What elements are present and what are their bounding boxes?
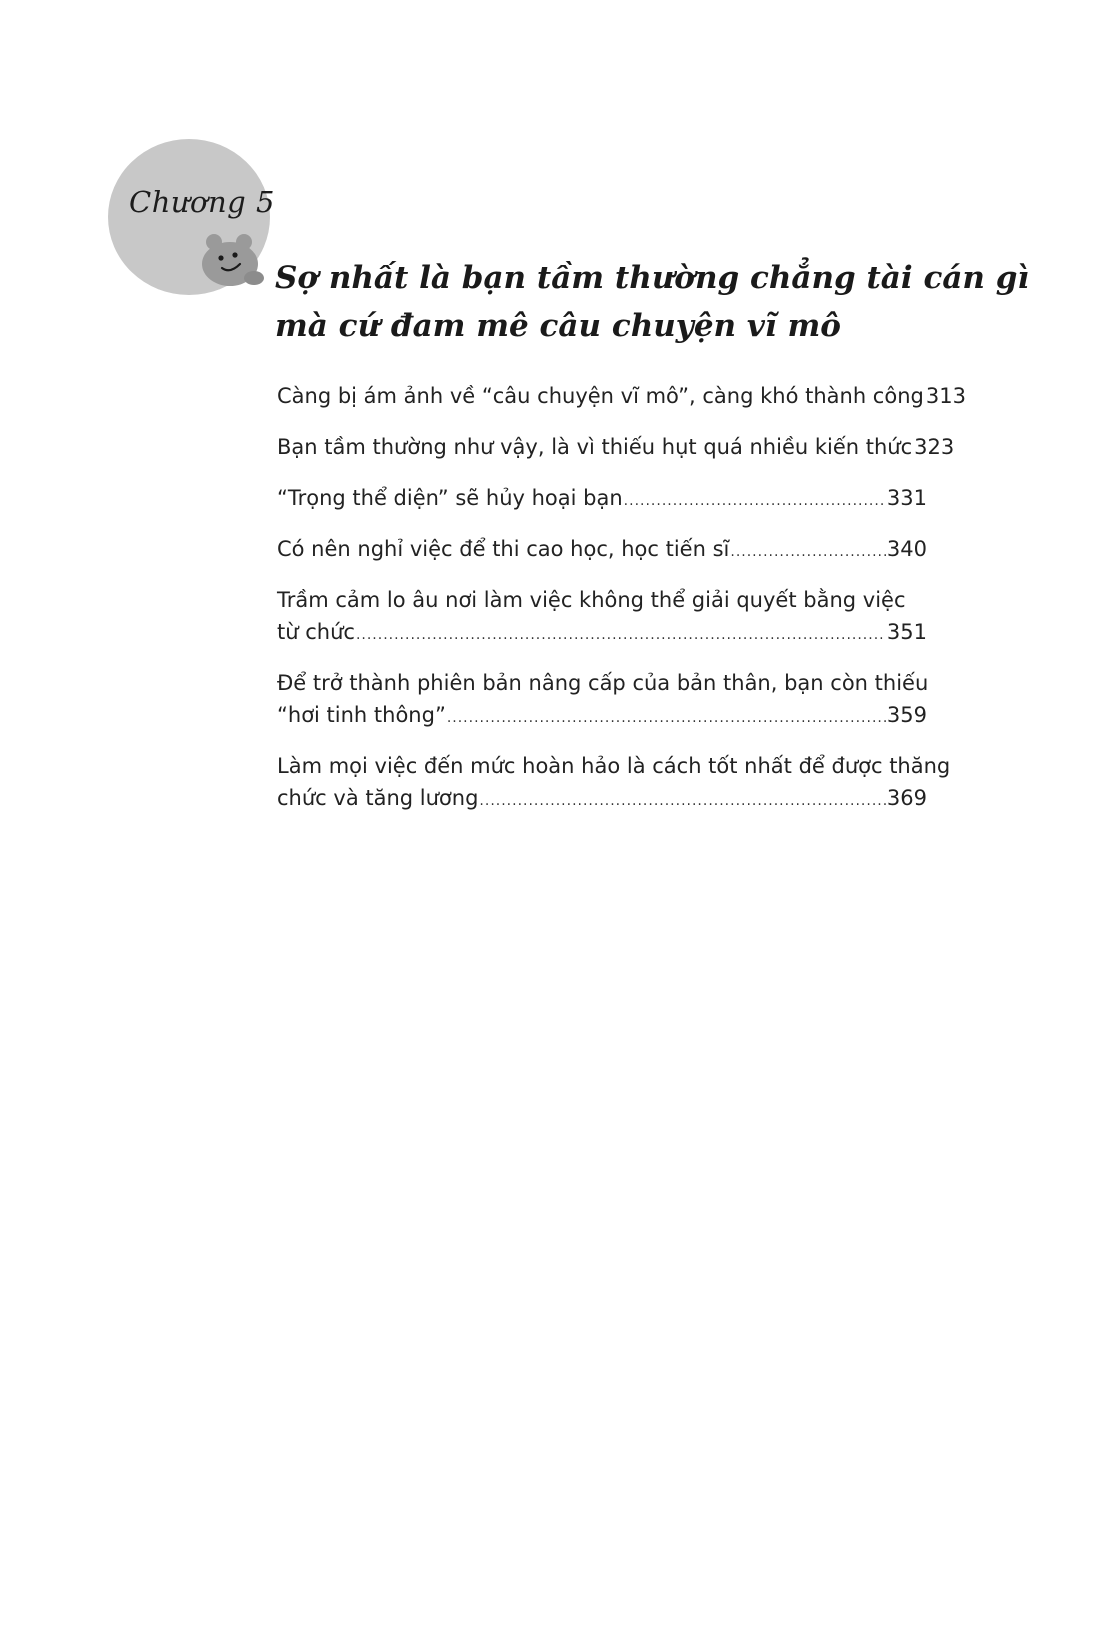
toc-entry-title-line-2: “hơi tinh thông” [277,703,446,727]
toc-entry-title-line-1: Trầm cảm lo âu nơi làm việc không thể giải quyết bằng việc [277,588,906,612]
toc-page-number: 351 [886,620,927,644]
toc-entry-line [277,782,927,817]
toc-entry[interactable] [277,533,927,568]
toc-entry-title: Càng bị ám ảnh về “câu chuyện vĩ mô”, càng khó thành công [277,384,924,408]
toc-entry[interactable] [277,482,927,517]
toc-entry-line [277,533,927,568]
toc-entry[interactable] [277,380,966,415]
toc-entry-title-line-1: Làm mọi việc đến mức hoàn hảo là cách tốt nhất để được thăng [277,754,951,778]
toc-entry-line [277,616,927,651]
toc-entry-line [277,380,966,415]
toc-dot-leader [356,619,886,651]
chapter-title-line-2: mà cứ đam mê câu chuyện vĩ mô [275,308,841,344]
table-of-contents [277,380,966,833]
toc-entry-title-line-1: Để trở thành phiên bản nâng cấp của bản thân, bạn còn thiếu [277,671,929,695]
toc-dot-leader [479,785,885,817]
toc-entry[interactable] [277,431,955,466]
toc-page-number: 359 [886,703,927,727]
toc-page-number: 369 [886,786,927,810]
toc-page-number: 340 [886,537,927,561]
toc-entry-title: “Trọng thể diện” sẽ hủy hoại bạn [277,486,623,510]
toc-entry-title-line-2: từ chức [277,620,355,644]
toc-dot-leader [624,485,886,517]
toc-entry-line [277,431,955,466]
toc-entry[interactable] [277,667,927,734]
toc-page-number: 331 [886,486,927,510]
toc-dot-leader [730,536,886,568]
chapter-title-line-1: Sợ nhất là bạn tầm thường chẳng tài cán gì [275,260,1030,296]
toc-entry-line [277,482,927,517]
toc-entry[interactable] [277,584,927,651]
toc-page-number: 323 [914,435,955,459]
toc-page-number: 313 [925,384,966,408]
bear-icon [200,232,266,288]
toc-entry-title: Bạn tầm thường như vậy, là vì thiếu hụt quá nhiều kiến thức [277,435,913,459]
chapter-label: Chương 5 [129,185,275,219]
toc-dot-leader [447,702,886,734]
toc-entry-title: Có nên nghỉ việc để thi cao học, học tiến sĩ [277,537,730,561]
toc-entry-title-line-2: chức và tăng lương [277,786,479,810]
chapter-title [275,254,1030,350]
toc-entry[interactable] [277,750,951,817]
toc-entry-line [277,699,927,734]
